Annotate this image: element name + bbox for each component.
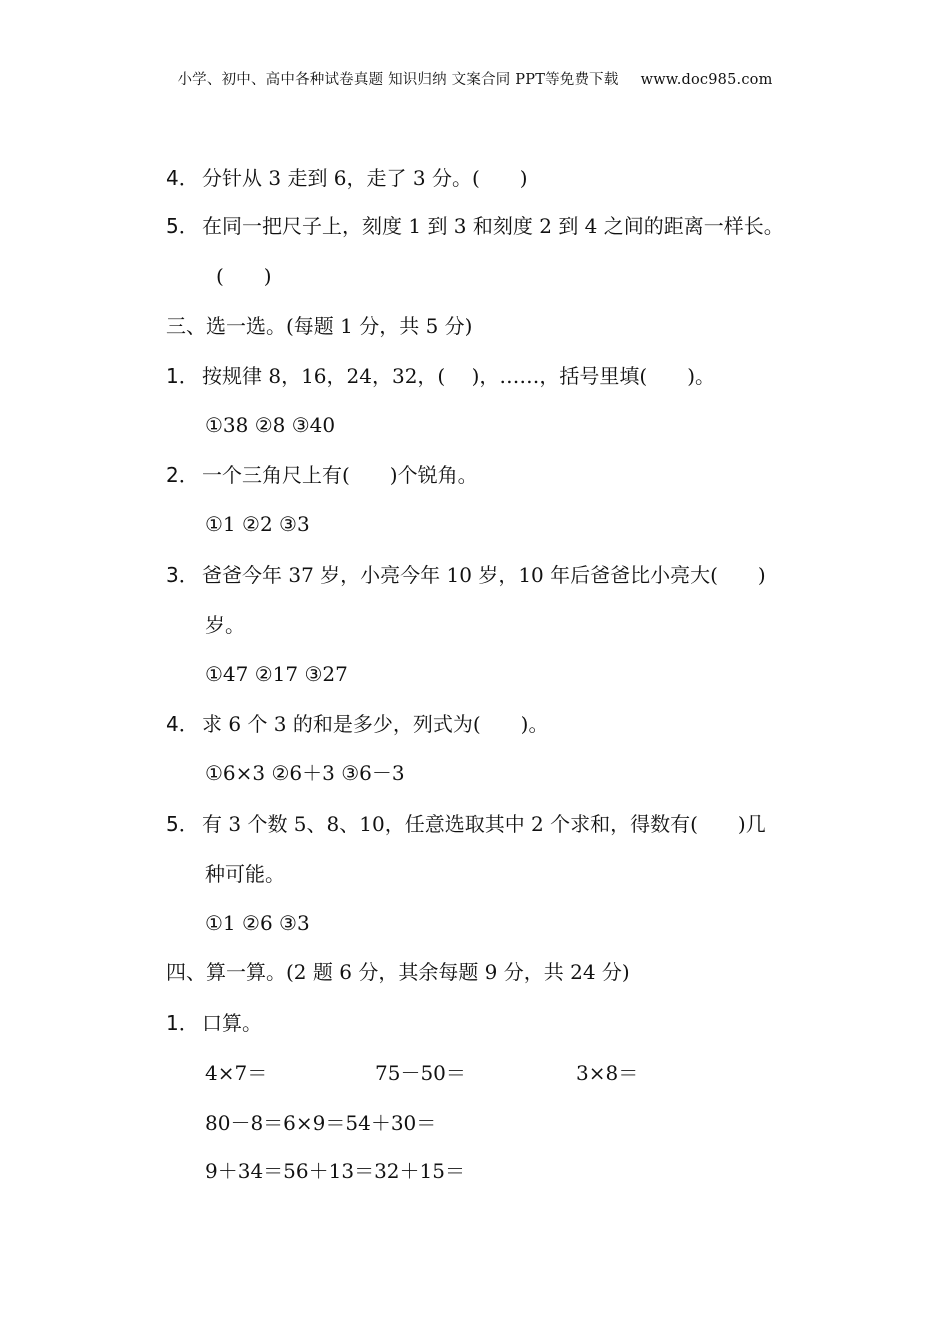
oral-calc-row: 80－8＝6×9＝54＋30＝ bbox=[205, 1111, 437, 1135]
judge-question-4 bbox=[166, 164, 528, 192]
choice-question-3 bbox=[166, 561, 766, 589]
question-text: 爸爸今年 37 岁，小亮今年 10 岁，10 年后爸爸比小亮大( ) bbox=[202, 563, 766, 587]
choice-options-4: ①6×3 ②6＋3 ③6－3 bbox=[205, 761, 405, 785]
question-text: 在同一把尺子上，刻度 1 到 3 和刻度 2 到 4 之间的距离一样长。 bbox=[202, 214, 784, 238]
calc-question-1 bbox=[166, 1009, 262, 1037]
choice-question-2 bbox=[166, 461, 478, 489]
choice-options-1: ①38 ②8 ③40 bbox=[205, 413, 336, 437]
judge-question-5 bbox=[166, 212, 784, 240]
question-text: 按规律 8，16，24，32，( )，……，括号里填( )。 bbox=[202, 364, 715, 388]
question-number: 2． bbox=[166, 463, 199, 487]
answer-blank: ( ) bbox=[216, 264, 272, 288]
choice-question-4 bbox=[166, 710, 548, 738]
oral-calc-item: 3×8＝ bbox=[576, 1061, 639, 1085]
oral-calc-item: 4×7＝ bbox=[205, 1061, 268, 1085]
question-number: 3． bbox=[166, 563, 199, 587]
choice-options-3: ①47 ②17 ③27 bbox=[205, 662, 348, 686]
choice-question-1 bbox=[166, 362, 715, 390]
question-number: 5． bbox=[166, 812, 199, 836]
question-text: 求 6 个 3 的和是多少，列式为( )。 bbox=[202, 712, 549, 736]
page-header bbox=[0, 68, 950, 89]
question-text: 分针从 3 走到 6，走了 3 分。( ) bbox=[202, 166, 528, 190]
question-continuation: 岁。 bbox=[205, 613, 245, 637]
question-continuation: 种可能。 bbox=[205, 862, 285, 886]
question-number: 4． bbox=[166, 166, 199, 190]
question-text: 一个三角尺上有( )个锐角。 bbox=[202, 463, 478, 487]
header-site: www.doc985.com bbox=[640, 72, 773, 88]
oral-calc-item: 75－50＝ bbox=[375, 1061, 466, 1085]
choice-options-2: ①1 ②2 ③3 bbox=[205, 512, 310, 536]
question-number: 5． bbox=[166, 214, 199, 238]
question-number: 4． bbox=[166, 712, 199, 736]
choice-options-5: ①1 ②6 ③3 bbox=[205, 911, 310, 935]
section-4-title: 四、算一算。(2 题 6 分，其余每题 9 分，共 24 分) bbox=[166, 960, 630, 984]
choice-question-5 bbox=[166, 810, 766, 838]
section-3-title: 三、选一选。(每题 1 分，共 5 分) bbox=[166, 314, 473, 338]
oral-calc-row: 9＋34＝56＋13＝32＋15＝ bbox=[205, 1159, 465, 1183]
header-text: 小学、初中、高中各种试卷真题 知识归纳 文案合同 PPT等免费下载 bbox=[177, 72, 619, 88]
question-text: 有 3 个数 5、8、10，任意选取其中 2 个求和，得数有( )几 bbox=[202, 812, 766, 836]
question-number: 1． bbox=[166, 364, 199, 388]
question-number: 1． bbox=[166, 1011, 199, 1035]
question-text: 口算。 bbox=[202, 1011, 262, 1035]
